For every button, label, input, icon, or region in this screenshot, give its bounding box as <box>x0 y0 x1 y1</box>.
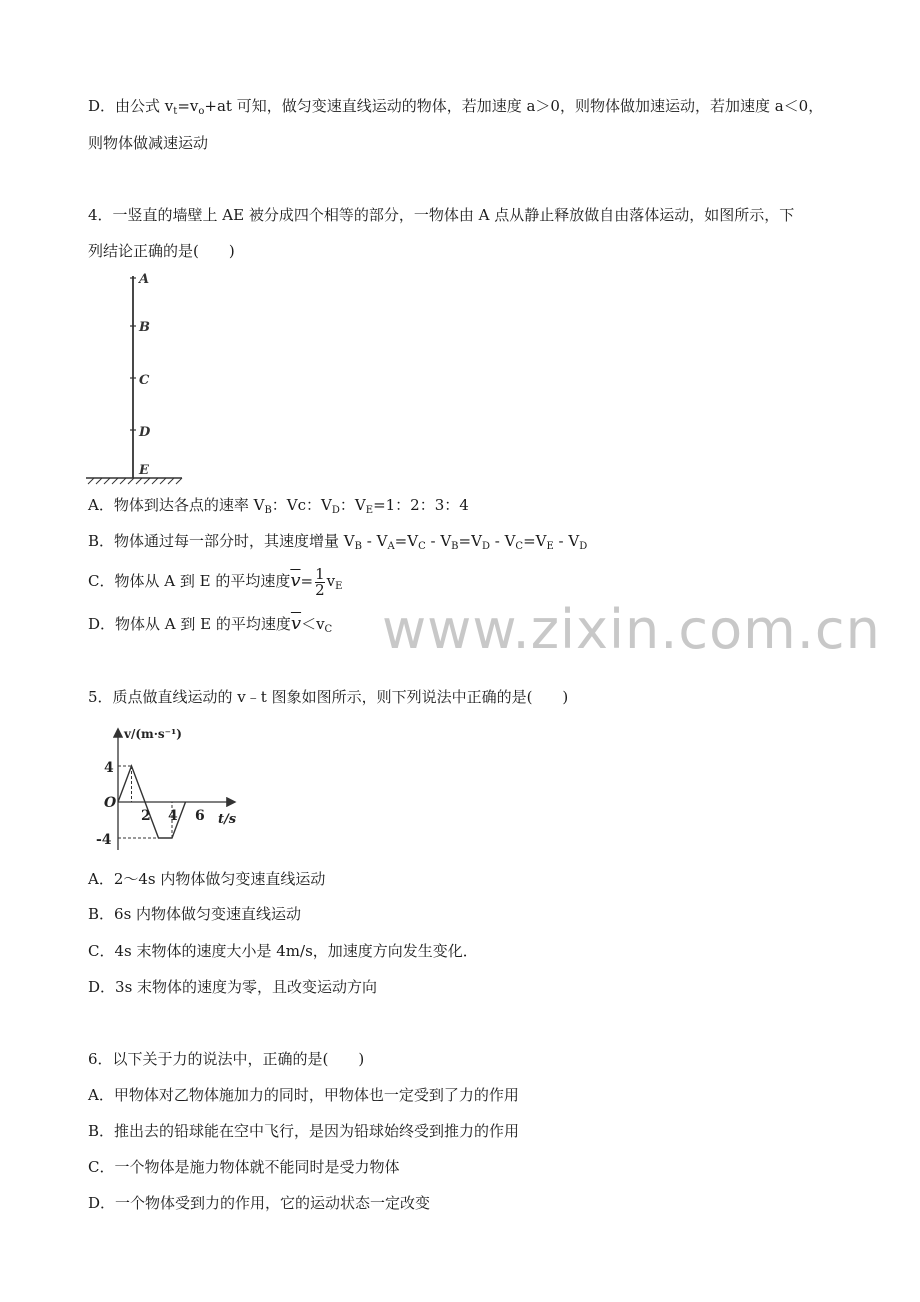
q4-option-b: B．物体通过每一部分时，其速度增量 $V_B - V_A=V_C - V_B=V_D - V_C=V_E - V_D$ <box>88 532 588 552</box>
q5-option-d: D．3s 末物体的速度为零，且改变运动方向 <box>88 978 378 996</box>
point-label-e: E <box>139 463 149 478</box>
q3-option-d-continued: 则物体做减速运动 <box>88 134 209 152</box>
q5-option-a: A．2～4s 内物体做匀变速直线运动 <box>88 870 326 888</box>
q3-option-d: D．由公式 $v_t=v_o+at$ 可知，做匀变速直线运动的物体，若加速度 a＞0，则物体做加速运动，若加速度 a＜0， <box>88 97 824 117</box>
q5-option-b: B．6s 内物体做匀变速直线运动 <box>88 905 302 923</box>
q6-option-b: B．推出去的铅球能在空中飞行，是因为铅球始终受到推力的作用 <box>88 1122 520 1140</box>
q6-option-d: D．一个物体受到力的作用，它的运动状态一定改变 <box>88 1194 431 1212</box>
q6-option-c: C．一个物体是施力物体就不能同时是受力物体 <box>88 1158 400 1176</box>
q5-vt-chart <box>96 722 260 862</box>
q6-option-a: A．甲物体对乙物体施加力的同时，甲物体也一定受到了力的作用 <box>88 1086 519 1104</box>
fraction-one-half: $\frac{1}{2}$ <box>315 564 325 599</box>
q4-wall-figure <box>84 268 194 486</box>
q5-stem: 5．质点做直线运动的 v﹣t 图象如图所示，则下列说法中正确的是( ) <box>88 688 569 706</box>
x-tick-label: 2 <box>141 808 151 824</box>
point-label-b: B <box>139 320 150 335</box>
x-tick-label: 6 <box>195 808 205 824</box>
x-tick-label: 4 <box>168 808 178 824</box>
q4-option-a: A．物体到达各点的速率 $V_B$：Vc：$V_D$：$V_E=1$：2：3：4 <box>88 496 469 516</box>
x-axis-label: t/s <box>218 812 237 827</box>
origin-label: O <box>104 795 117 811</box>
watermark: www.zixin.com.cn <box>382 598 881 661</box>
q4-stem-line1: 4．一竖直的墙壁上 AE 被分成四个相等的部分，一物体由 A 点从静止释放做自由落体运动，如图所示，下 <box>88 206 795 224</box>
point-label-c: C <box>139 373 150 388</box>
q5-option-c: C．4s 末物体的速度大小是 4m/s，加速度方向发生变化． <box>88 942 478 960</box>
q4-option-d: D．物体从 A 到 E 的平均速度$\overline{v}<v_C$ <box>88 613 333 635</box>
q4-stem-line2: 列结论正确的是( ) <box>88 242 235 260</box>
y-tick-label: -4 <box>96 832 112 848</box>
point-label-d: D <box>139 425 151 440</box>
q4-option-c: C．物体从 A 到 E 的平均速度$\overline{v}=$ $\frac{1}{2}$ $v_E$ <box>88 564 343 599</box>
point-label-a: A <box>139 272 150 287</box>
y-tick-label: 4 <box>104 760 114 776</box>
q6-stem: 6．以下关于力的说法中，正确的是( ) <box>88 1050 365 1068</box>
y-axis-label: v/(m·s⁻¹) <box>124 727 182 741</box>
